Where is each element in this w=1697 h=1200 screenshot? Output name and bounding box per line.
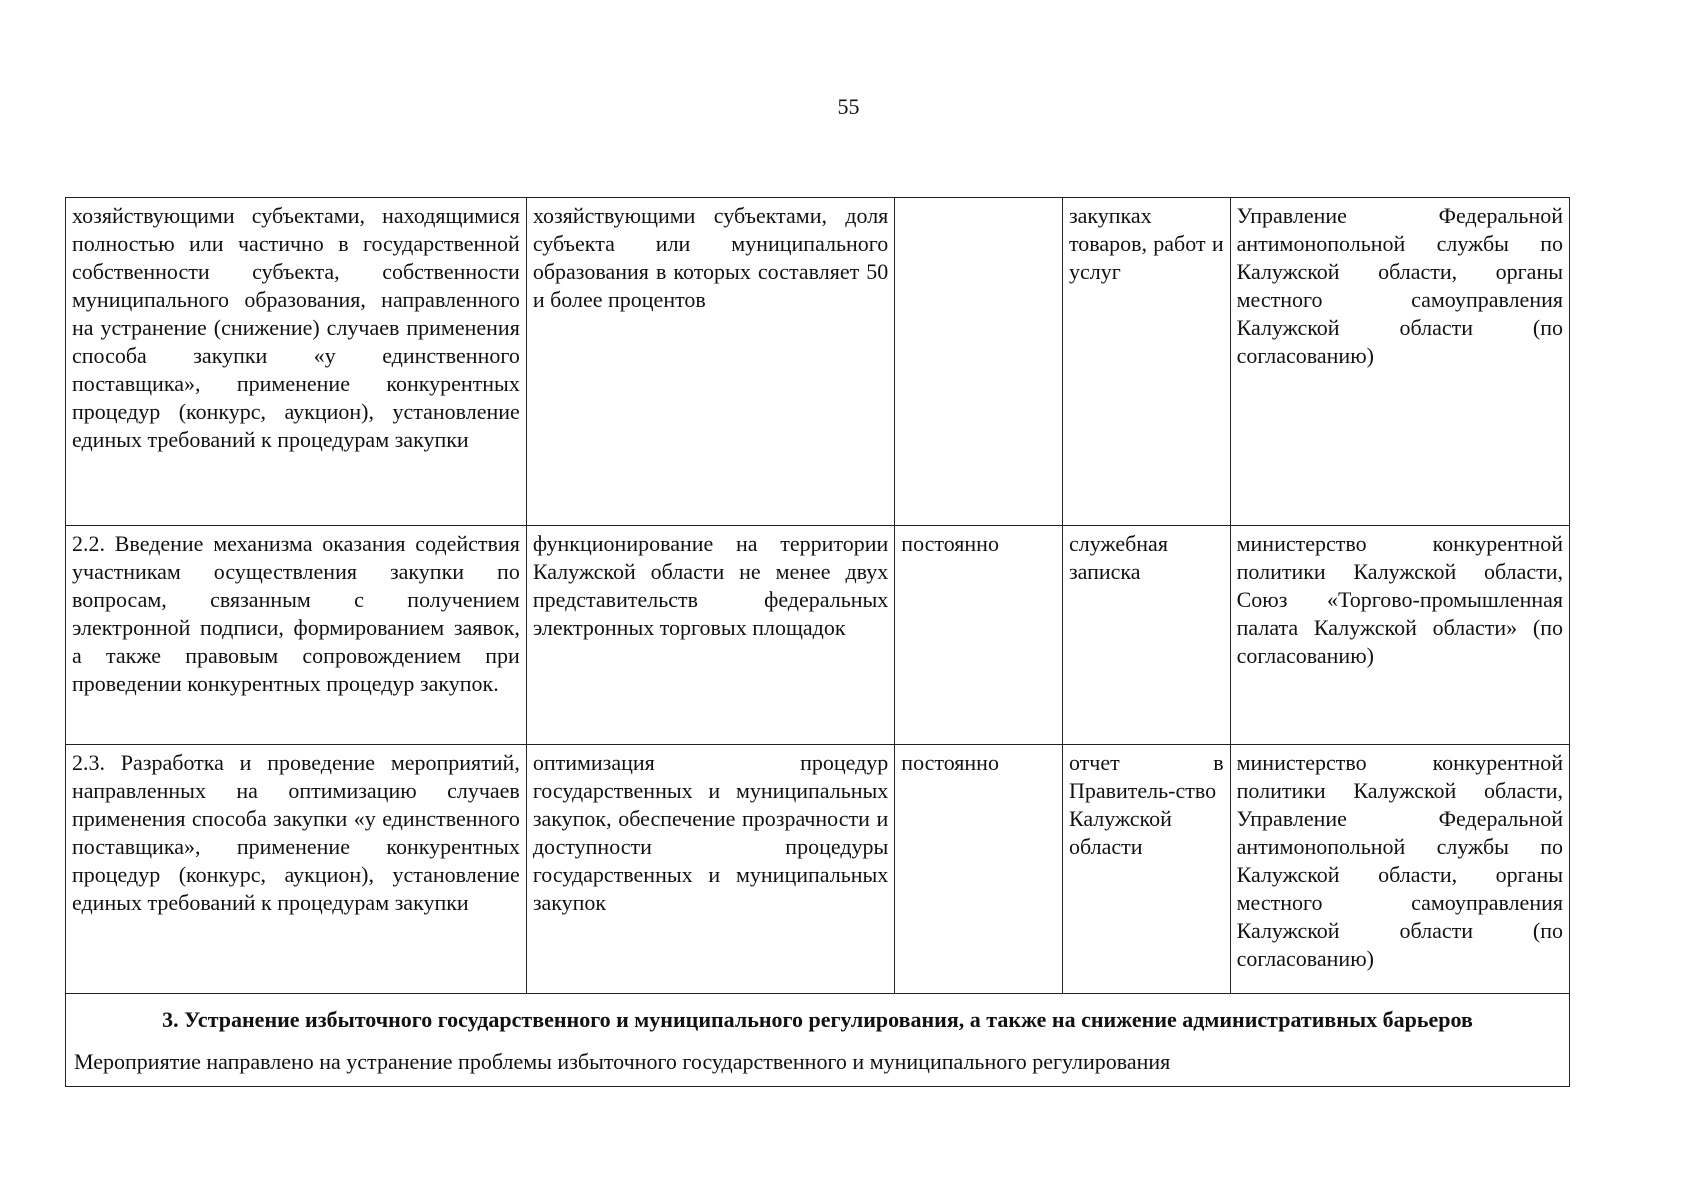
responsible-cell: министерство конкурентной политики Калужской области, Союз «Торгово-промышленная палата Калужской области» (по согласованию) xyxy=(1230,526,1569,745)
responsible-cell: Управление Федеральной антимонопольной службы по Калужской области, органы местного самоуправления Калужской области (по согласованию) xyxy=(1230,198,1569,526)
measure-cell: 2.2. Введение механизма оказания содействия участникам осуществления закупки по вопросам, связанным с получением электронной подписи, формированием заявок, а также правовым сопровождением при проведении конкурентных процедур закупок. xyxy=(66,526,527,745)
page-number: 55 xyxy=(837,94,860,119)
section-title: 3. Устранение избыточного государственного и муниципального регулирования, а также на снижение административных барьеров xyxy=(162,1007,1473,1032)
measure-cell: хозяйствующими субъектами, находящимися полностью или частично в государственной собственности субъекта, собственности муниципального образования, направленного на устранение (снижение) случаев применения способа закупки «у единственного поставщика», применение конкурентных процедур (конкурс, аукцион), установление единых требований к процедурам закупки xyxy=(66,198,527,526)
deadline-cell: постоянно xyxy=(895,745,1063,994)
document-cell: отчет в Правитель-ство Калужской области xyxy=(1062,745,1230,994)
table-row xyxy=(66,745,1570,994)
section-cell xyxy=(66,994,1570,1087)
table-row xyxy=(66,526,1570,745)
deadline-cell: постоянно xyxy=(895,526,1063,745)
section-row xyxy=(66,994,1570,1087)
section-note: Мероприятие направлено на устранение проблемы избыточного государственного и муниципального регулирования xyxy=(74,1049,1171,1074)
deadline-cell xyxy=(895,198,1063,526)
responsible-cell: министерство конкурентной политики Калужской области, Управление Федеральной антимонопольной службы по Калужской области, органы местного самоуправления Калужской области (по согласованию) xyxy=(1230,745,1569,994)
measures-table xyxy=(65,197,1570,1087)
result-cell: хозяйствующими субъектами, доля субъекта или муниципального образования в которых составляет 50 и более процентов xyxy=(526,198,894,526)
measure-cell: 2.3. Разработка и проведение мероприятий, направленных на оптимизацию случаев применения способа закупки «у единственного поставщика», применение конкурентных процедур (конкурс, аукцион), установление единых требований к процедурам закупки xyxy=(66,745,527,994)
result-cell: функционирование на территории Калужской области не менее двух представительств федеральных электронных торговых площадок xyxy=(526,526,894,745)
document-cell: закупках товаров, работ и услуг xyxy=(1062,198,1230,526)
result-cell: оптимизация процедур государственных и муниципальных закупок, обеспечение прозрачности и доступности процедуры государственных и муниципальных закупок xyxy=(526,745,894,994)
table-row xyxy=(66,198,1570,526)
document-cell: служебная записка xyxy=(1062,526,1230,745)
